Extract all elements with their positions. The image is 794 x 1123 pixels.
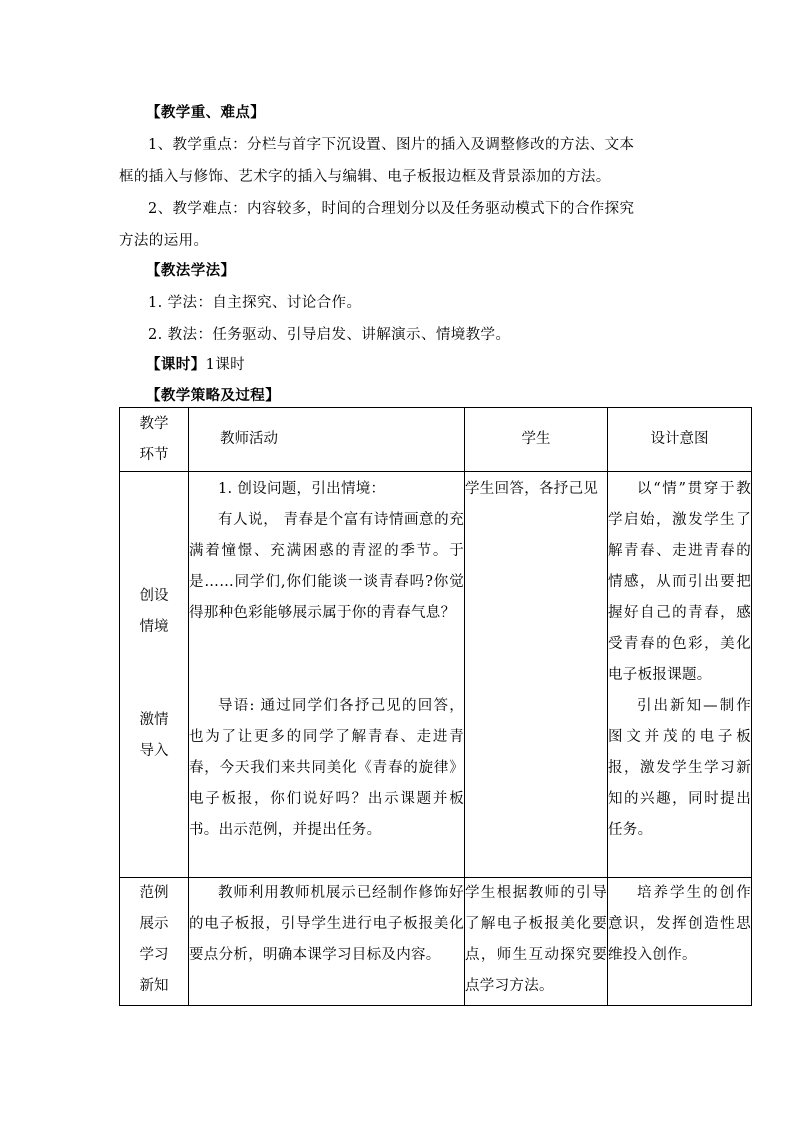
stage-cell-example — [120, 878, 189, 1006]
table-row — [120, 878, 752, 1006]
teacher-example-text: 教师利用教师机展示已经制作修饰好的电子板报，引导学生进行电子板报美化要点分析，明确本课学习目标及内容。 — [189, 885, 464, 963]
strategy-heading: 【教学策略及过程】 — [146, 387, 281, 404]
header-stage-line-2: 环节 — [139, 446, 169, 463]
student-example-text: 学生根据教师的引导了解电子板报美化要点，师生互动探究要点学习方法。 — [465, 885, 607, 994]
teacher-activity-example — [189, 878, 465, 1006]
design-intent-intro — [608, 472, 752, 878]
design-intent-2: 引出新知—制作图文并茂的电子板报，激发学生学习新知的兴趣，同时提出任务。 — [608, 698, 751, 838]
lesson-time-label: 【课时】 — [146, 356, 206, 373]
stage-line-2: 展示 — [139, 916, 169, 932]
student-activity-example — [465, 878, 608, 1006]
stage-b-line-2: 导入 — [139, 743, 169, 759]
key-point-2-line-2: 方法的运用。 — [119, 233, 209, 249]
stage-a-line-2: 情境 — [139, 619, 169, 635]
stage-line-3: 学习 — [139, 947, 169, 963]
teacher-activity-intro — [189, 472, 465, 878]
header-stage — [120, 408, 189, 472]
design-intent-example — [608, 878, 752, 1006]
header-design: 设计意图 — [608, 408, 752, 472]
teacher-lead-in: 导语: 通过同学们各抒己见的回答，也为了让更多的同学了解青春、走进青春，今天我们来共同美化《青春的旋律》电子板报，你们说好吗？出示课题并板书。出示范例，并提出任务。 — [189, 698, 464, 838]
student-activity-intro — [465, 472, 608, 878]
teacher-question: 有人说， 青春是个富有诗情画意的充满着憧憬、充满困惑的青涩的季节。于是……同学们,你们能谈一谈青春吗?你觉得那种色彩能够展示属于你的青春气息？ — [189, 512, 464, 621]
stage-line-1: 范例 — [139, 885, 169, 901]
method-item-1: 1. 学法：自主探究、讨论合作。 — [148, 295, 362, 311]
method-item-2: 2. 教法：任务驱动、引导启发、讲解演示、情境教学。 — [148, 327, 511, 343]
stage-cell-intro — [120, 472, 189, 878]
lesson-time-value: 1课时 — [205, 357, 246, 373]
stage-b-line-1: 激情 — [139, 712, 169, 728]
key-point-1-line-2: 框的插入与修饰、艺术字的插入与编辑、电子板报边框及背景添加的方法。 — [119, 169, 611, 185]
key-points-heading: 【教学重、难点】 — [146, 104, 266, 121]
stage-a-line-1: 创设 — [139, 588, 169, 604]
key-point-1-line-1: 1、教学重点：分栏与首字下沉设置、图片的插入及调整修改的方法、文本 — [148, 137, 635, 153]
header-teacher: 教师活动 — [189, 408, 465, 472]
teacher-step-1: 1. 创设问题，引出情境： — [218, 481, 386, 497]
table-header-row — [120, 408, 752, 472]
design-example-text: 培养学生的创作意识，发挥创造性思维投入创作。 — [608, 885, 751, 963]
methods-heading: 【教法学法】 — [146, 262, 236, 279]
stage-line-4: 新知 — [139, 978, 169, 994]
teaching-process-table — [119, 407, 752, 1006]
key-point-2-line-1: 2、教学难点：内容较多，时间的合理划分以及任务驱动模式下的合作探究 — [148, 201, 635, 217]
lesson-time — [146, 353, 245, 374]
header-student: 学生 — [465, 408, 608, 472]
student-response: 学生回答，各抒己见 — [465, 481, 599, 497]
header-stage-line-1: 教学 — [139, 415, 169, 432]
table-row — [120, 472, 752, 878]
design-intent-1: 以“情”贯穿于教学启始，激发学生了解青春、走进青春的情感，从而引出要把握好自己的青春，感受青春的色彩，美化电子板报课题。 — [608, 481, 751, 683]
